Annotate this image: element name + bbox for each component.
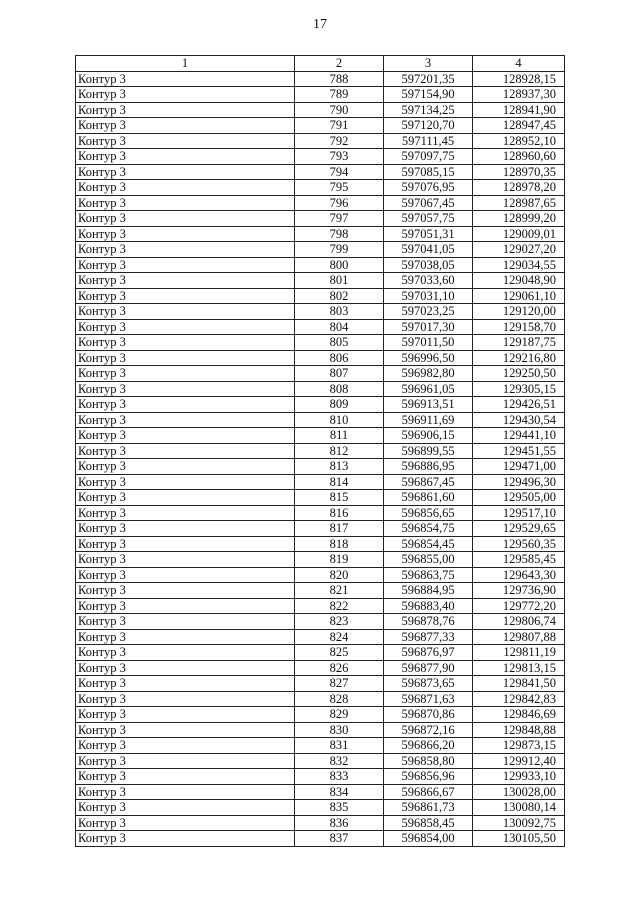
- x-coordinate-cell: 596861,60: [384, 490, 473, 506]
- x-coordinate-cell: 596911,69: [384, 412, 473, 428]
- contour-name-cell: Контур 3: [76, 784, 295, 800]
- point-number-cell: 825: [295, 645, 384, 661]
- table-row: [76, 149, 565, 165]
- table-body: [76, 71, 565, 846]
- x-coordinate-cell: 596876,97: [384, 645, 473, 661]
- y-coordinate-cell: 130092,75: [473, 815, 565, 831]
- point-number-cell: 805: [295, 335, 384, 351]
- point-number-cell: 791: [295, 118, 384, 134]
- y-coordinate-cell: 128928,15: [473, 71, 565, 87]
- x-coordinate-cell: 596871,63: [384, 691, 473, 707]
- table-row: [76, 536, 565, 552]
- point-number-cell: 799: [295, 242, 384, 258]
- x-coordinate-cell: 596856,96: [384, 769, 473, 785]
- table-row: [76, 629, 565, 645]
- y-coordinate-cell: 129451,55: [473, 443, 565, 459]
- y-coordinate-cell: 129585,45: [473, 552, 565, 568]
- contour-name-cell: Контур 3: [76, 536, 295, 552]
- point-number-cell: 817: [295, 521, 384, 537]
- header-col-1: 1: [76, 56, 295, 72]
- table-row: [76, 273, 565, 289]
- y-coordinate-cell: 129772,20: [473, 598, 565, 614]
- contour-name-cell: Контур 3: [76, 335, 295, 351]
- table-row: [76, 676, 565, 692]
- point-number-cell: 815: [295, 490, 384, 506]
- x-coordinate-cell: 596866,67: [384, 784, 473, 800]
- table-row: [76, 815, 565, 831]
- point-number-cell: 832: [295, 753, 384, 769]
- point-number-cell: 814: [295, 474, 384, 490]
- point-number-cell: 796: [295, 195, 384, 211]
- x-coordinate-cell: 596863,75: [384, 567, 473, 583]
- table-row: [76, 412, 565, 428]
- contour-name-cell: Контур 3: [76, 660, 295, 676]
- contour-name-cell: Контур 3: [76, 381, 295, 397]
- contour-name-cell: Контур 3: [76, 691, 295, 707]
- y-coordinate-cell: 129912,40: [473, 753, 565, 769]
- contour-name-cell: Контур 3: [76, 583, 295, 599]
- table-row: [76, 831, 565, 847]
- point-number-cell: 794: [295, 164, 384, 180]
- table-row: [76, 304, 565, 320]
- x-coordinate-cell: 596899,55: [384, 443, 473, 459]
- y-coordinate-cell: 129807,88: [473, 629, 565, 645]
- y-coordinate-cell: 129034,55: [473, 257, 565, 273]
- x-coordinate-cell: 597085,15: [384, 164, 473, 180]
- x-coordinate-cell: 597154,90: [384, 87, 473, 103]
- contour-name-cell: Контур 3: [76, 412, 295, 428]
- point-number-cell: 822: [295, 598, 384, 614]
- table-row: [76, 164, 565, 180]
- y-coordinate-cell: 129120,00: [473, 304, 565, 320]
- y-coordinate-cell: 130080,14: [473, 800, 565, 816]
- y-coordinate-cell: 129009,01: [473, 226, 565, 242]
- point-number-cell: 790: [295, 102, 384, 118]
- table-row: [76, 753, 565, 769]
- table-row: [76, 71, 565, 87]
- x-coordinate-cell: 597057,75: [384, 211, 473, 227]
- point-number-cell: 830: [295, 722, 384, 738]
- point-number-cell: 811: [295, 428, 384, 444]
- header-row: [76, 56, 565, 72]
- y-coordinate-cell: 129560,35: [473, 536, 565, 552]
- x-coordinate-cell: 596877,33: [384, 629, 473, 645]
- y-coordinate-cell: 129813,15: [473, 660, 565, 676]
- contour-name-cell: Контур 3: [76, 629, 295, 645]
- y-coordinate-cell: 130028,00: [473, 784, 565, 800]
- contour-name-cell: Контур 3: [76, 800, 295, 816]
- table-row: [76, 459, 565, 475]
- x-coordinate-cell: 597017,30: [384, 319, 473, 335]
- table-row: [76, 335, 565, 351]
- table-row: [76, 645, 565, 661]
- contour-name-cell: Контур 3: [76, 273, 295, 289]
- contour-name-cell: Контур 3: [76, 815, 295, 831]
- x-coordinate-cell: 596856,65: [384, 505, 473, 521]
- contour-name-cell: Контур 3: [76, 118, 295, 134]
- contour-name-cell: Контур 3: [76, 149, 295, 165]
- header-col-4: 4: [473, 56, 565, 72]
- table-row: [76, 118, 565, 134]
- x-coordinate-cell: 596913,51: [384, 397, 473, 413]
- contour-name-cell: Контур 3: [76, 102, 295, 118]
- y-coordinate-cell: 128947,45: [473, 118, 565, 134]
- table-row: [76, 428, 565, 444]
- point-number-cell: 808: [295, 381, 384, 397]
- table-row: [76, 474, 565, 490]
- point-number-cell: 828: [295, 691, 384, 707]
- point-number-cell: 802: [295, 288, 384, 304]
- table-row: [76, 598, 565, 614]
- table-row: [76, 660, 565, 676]
- x-coordinate-cell: 596883,40: [384, 598, 473, 614]
- y-coordinate-cell: 129441,10: [473, 428, 565, 444]
- contour-name-cell: Контур 3: [76, 521, 295, 537]
- point-number-cell: 831: [295, 738, 384, 754]
- table-row: [76, 226, 565, 242]
- table-row: [76, 195, 565, 211]
- point-number-cell: 801: [295, 273, 384, 289]
- header-col-3: 3: [384, 56, 473, 72]
- point-number-cell: 789: [295, 87, 384, 103]
- point-number-cell: 833: [295, 769, 384, 785]
- point-number-cell: 821: [295, 583, 384, 599]
- x-coordinate-cell: 596854,00: [384, 831, 473, 847]
- table-row: [76, 102, 565, 118]
- x-coordinate-cell: 596996,50: [384, 350, 473, 366]
- table-row: [76, 552, 565, 568]
- contour-name-cell: Контур 3: [76, 366, 295, 382]
- y-coordinate-cell: 128952,10: [473, 133, 565, 149]
- point-number-cell: 826: [295, 660, 384, 676]
- contour-name-cell: Контур 3: [76, 598, 295, 614]
- point-number-cell: 823: [295, 614, 384, 630]
- y-coordinate-cell: 129430,54: [473, 412, 565, 428]
- x-coordinate-cell: 597023,25: [384, 304, 473, 320]
- x-coordinate-cell: 596906,15: [384, 428, 473, 444]
- point-number-cell: 798: [295, 226, 384, 242]
- y-coordinate-cell: 129841,50: [473, 676, 565, 692]
- x-coordinate-cell: 596866,20: [384, 738, 473, 754]
- table-row: [76, 87, 565, 103]
- table-row: [76, 614, 565, 630]
- contour-name-cell: Контур 3: [76, 304, 295, 320]
- x-coordinate-cell: 596982,80: [384, 366, 473, 382]
- contour-name-cell: Контур 3: [76, 474, 295, 490]
- x-coordinate-cell: 597067,45: [384, 195, 473, 211]
- table-row: [76, 366, 565, 382]
- point-number-cell: 837: [295, 831, 384, 847]
- contour-name-cell: Контур 3: [76, 505, 295, 521]
- contour-name-cell: Контур 3: [76, 397, 295, 413]
- contour-name-cell: Контур 3: [76, 226, 295, 242]
- contour-name-cell: Контур 3: [76, 242, 295, 258]
- y-coordinate-cell: 129061,10: [473, 288, 565, 304]
- contour-name-cell: Контур 3: [76, 831, 295, 847]
- x-coordinate-cell: 596854,75: [384, 521, 473, 537]
- contour-name-cell: Контур 3: [76, 753, 295, 769]
- x-coordinate-cell: 597051,31: [384, 226, 473, 242]
- contour-name-cell: Контур 3: [76, 614, 295, 630]
- contour-name-cell: Контур 3: [76, 164, 295, 180]
- point-number-cell: 835: [295, 800, 384, 816]
- point-number-cell: 813: [295, 459, 384, 475]
- contour-name-cell: Контур 3: [76, 288, 295, 304]
- point-number-cell: 792: [295, 133, 384, 149]
- x-coordinate-cell: 596961,05: [384, 381, 473, 397]
- point-number-cell: 810: [295, 412, 384, 428]
- y-coordinate-cell: 129505,00: [473, 490, 565, 506]
- table-row: [76, 722, 565, 738]
- point-number-cell: 809: [295, 397, 384, 413]
- y-coordinate-cell: 129305,15: [473, 381, 565, 397]
- y-coordinate-cell: 129027,20: [473, 242, 565, 258]
- contour-name-cell: Контур 3: [76, 257, 295, 273]
- y-coordinate-cell: 129873,15: [473, 738, 565, 754]
- x-coordinate-cell: 597033,60: [384, 273, 473, 289]
- x-coordinate-cell: 596858,45: [384, 815, 473, 831]
- x-coordinate-cell: 596877,90: [384, 660, 473, 676]
- table-row: [76, 521, 565, 537]
- point-number-cell: 803: [295, 304, 384, 320]
- table-row: [76, 257, 565, 273]
- table-row: [76, 288, 565, 304]
- point-number-cell: 824: [295, 629, 384, 645]
- x-coordinate-cell: 596884,95: [384, 583, 473, 599]
- point-number-cell: 788: [295, 71, 384, 87]
- table-row: [76, 769, 565, 785]
- table-row: [76, 180, 565, 196]
- y-coordinate-cell: 129496,30: [473, 474, 565, 490]
- y-coordinate-cell: 128970,35: [473, 164, 565, 180]
- y-coordinate-cell: 129529,65: [473, 521, 565, 537]
- x-coordinate-cell: 596873,65: [384, 676, 473, 692]
- y-coordinate-cell: 129806,74: [473, 614, 565, 630]
- point-number-cell: 819: [295, 552, 384, 568]
- contour-name-cell: Контур 3: [76, 459, 295, 475]
- table-row: [76, 691, 565, 707]
- contour-name-cell: Контур 3: [76, 738, 295, 754]
- point-number-cell: 836: [295, 815, 384, 831]
- x-coordinate-cell: 597031,10: [384, 288, 473, 304]
- table-row: [76, 738, 565, 754]
- table-row: [76, 800, 565, 816]
- y-coordinate-cell: 129426,51: [473, 397, 565, 413]
- contour-name-cell: Контур 3: [76, 676, 295, 692]
- table-row: [76, 381, 565, 397]
- table-row: [76, 397, 565, 413]
- contour-name-cell: Контур 3: [76, 211, 295, 227]
- x-coordinate-cell: 596855,00: [384, 552, 473, 568]
- y-coordinate-cell: 129517,10: [473, 505, 565, 521]
- contour-name-cell: Контур 3: [76, 428, 295, 444]
- contour-name-cell: Контур 3: [76, 707, 295, 723]
- x-coordinate-cell: 597041,05: [384, 242, 473, 258]
- table-row: [76, 784, 565, 800]
- y-coordinate-cell: 129158,70: [473, 319, 565, 335]
- y-coordinate-cell: 129643,30: [473, 567, 565, 583]
- x-coordinate-cell: 597111,45: [384, 133, 473, 149]
- contour-name-cell: Контур 3: [76, 552, 295, 568]
- table-row: [76, 319, 565, 335]
- contour-name-cell: Контур 3: [76, 769, 295, 785]
- point-number-cell: 829: [295, 707, 384, 723]
- point-number-cell: 812: [295, 443, 384, 459]
- x-coordinate-cell: 596858,80: [384, 753, 473, 769]
- y-coordinate-cell: 128941,90: [473, 102, 565, 118]
- x-coordinate-cell: 596872,16: [384, 722, 473, 738]
- table-row: [76, 242, 565, 258]
- x-coordinate-cell: 597120,70: [384, 118, 473, 134]
- point-number-cell: 827: [295, 676, 384, 692]
- x-coordinate-cell: 596870,86: [384, 707, 473, 723]
- y-coordinate-cell: 129811,19: [473, 645, 565, 661]
- y-coordinate-cell: 128978,20: [473, 180, 565, 196]
- y-coordinate-cell: 129471,00: [473, 459, 565, 475]
- table-row: [76, 490, 565, 506]
- contour-name-cell: Контур 3: [76, 71, 295, 87]
- contour-name-cell: Контур 3: [76, 722, 295, 738]
- point-number-cell: 807: [295, 366, 384, 382]
- x-coordinate-cell: 597076,95: [384, 180, 473, 196]
- point-number-cell: 795: [295, 180, 384, 196]
- y-coordinate-cell: 129187,75: [473, 335, 565, 351]
- contour-name-cell: Контур 3: [76, 319, 295, 335]
- header-col-2: 2: [295, 56, 384, 72]
- y-coordinate-cell: 128999,20: [473, 211, 565, 227]
- y-coordinate-cell: 128987,65: [473, 195, 565, 211]
- contour-name-cell: Контур 3: [76, 87, 295, 103]
- table-row: [76, 505, 565, 521]
- contour-name-cell: Контур 3: [76, 490, 295, 506]
- point-number-cell: 793: [295, 149, 384, 165]
- coordinates-table: [75, 55, 565, 847]
- point-number-cell: 800: [295, 257, 384, 273]
- point-number-cell: 818: [295, 536, 384, 552]
- y-coordinate-cell: 128960,60: [473, 149, 565, 165]
- y-coordinate-cell: 129842,83: [473, 691, 565, 707]
- y-coordinate-cell: 129216,80: [473, 350, 565, 366]
- point-number-cell: 816: [295, 505, 384, 521]
- y-coordinate-cell: 129846,69: [473, 707, 565, 723]
- y-coordinate-cell: 130105,50: [473, 831, 565, 847]
- contour-name-cell: Контур 3: [76, 133, 295, 149]
- table-header: [76, 56, 565, 72]
- x-coordinate-cell: 596867,45: [384, 474, 473, 490]
- point-number-cell: 820: [295, 567, 384, 583]
- point-number-cell: 806: [295, 350, 384, 366]
- contour-name-cell: Контур 3: [76, 443, 295, 459]
- table-row: [76, 567, 565, 583]
- point-number-cell: 804: [295, 319, 384, 335]
- contour-name-cell: Контур 3: [76, 645, 295, 661]
- x-coordinate-cell: 596878,76: [384, 614, 473, 630]
- contour-name-cell: Контур 3: [76, 567, 295, 583]
- x-coordinate-cell: 596861,73: [384, 800, 473, 816]
- y-coordinate-cell: 128937,30: [473, 87, 565, 103]
- y-coordinate-cell: 129848,88: [473, 722, 565, 738]
- point-number-cell: 834: [295, 784, 384, 800]
- table-row: [76, 443, 565, 459]
- table-row: [76, 133, 565, 149]
- contour-name-cell: Контур 3: [76, 180, 295, 196]
- x-coordinate-cell: 597011,50: [384, 335, 473, 351]
- x-coordinate-cell: 596854,45: [384, 536, 473, 552]
- x-coordinate-cell: 597134,25: [384, 102, 473, 118]
- y-coordinate-cell: 129250,50: [473, 366, 565, 382]
- x-coordinate-cell: 596886,95: [384, 459, 473, 475]
- contour-name-cell: Контур 3: [76, 195, 295, 211]
- y-coordinate-cell: 129048,90: [473, 273, 565, 289]
- x-coordinate-cell: 597038,05: [384, 257, 473, 273]
- x-coordinate-cell: 597201,35: [384, 71, 473, 87]
- point-number-cell: 797: [295, 211, 384, 227]
- table-row: [76, 707, 565, 723]
- table-row: [76, 583, 565, 599]
- y-coordinate-cell: 129933,10: [473, 769, 565, 785]
- y-coordinate-cell: 129736,90: [473, 583, 565, 599]
- table-row: [76, 211, 565, 227]
- x-coordinate-cell: 597097,75: [384, 149, 473, 165]
- table-row: [76, 350, 565, 366]
- contour-name-cell: Контур 3: [76, 350, 295, 366]
- page-number: 17: [313, 17, 327, 32]
